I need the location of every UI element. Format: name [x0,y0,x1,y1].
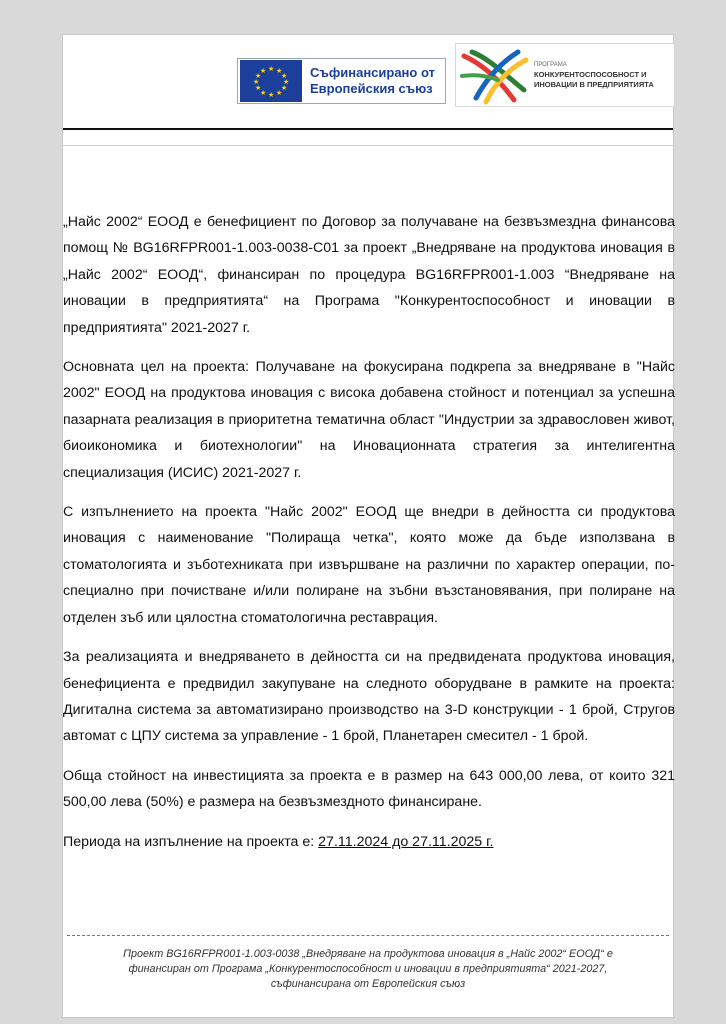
eu-flag-icon: ★ ★ ★ ★ ★ ★ ★ ★ ★ ★ ★ ★ [240,60,302,102]
header-divider [63,128,673,130]
footer-divider [67,935,669,936]
header-divider-light [63,145,673,146]
footer-line-3: съфинансирана от Европейския съюз [270,978,466,990]
program-emblem-icon [458,46,532,106]
paragraph-implementation: С изпълнението на проекта "Найс 2002" ЕООД ще внедри в дейността си продуктова иновация с наименование "Полираща четка", която може да бъде използвана в стоматологията и зъботехниката при извършване на различни по характер операции, по-специално при почистване и/или полиране на зъбни възстановявания, при полиране на отделен зъб или цялостна стоматологична реставрация. [63,504,675,626]
eu-cofunded-logo [237,58,446,104]
program-name-line1: КОНКУРЕНТОСПОСОБНОСТ И [534,70,647,79]
program-name-line2: ИНОВАЦИИ В ПРЕДПРИЯТИЯТА [534,80,654,89]
paragraph-beneficiary: „Найс 2002“ ЕООД е бенефициент по Договор за получаване на безвъзмездна финансова помощ № BG16RFPR001-1.003-0038-C01 за проект „Внедряване на продуктова иновация в „Найс 2002“ ЕООД“, финансиран по процедура BG16RFPR001-1.003 “Внедряване на иновации в предприятията“ на Програма "Конкурентоспособност и иновации в предприятията" 2021-2027 г. [63,214,675,336]
period-dates: 27.11.2024 до 27.11.2025 г. [318,833,494,850]
period-label: Периода на изпълнение на проекта е: [63,833,319,850]
document-body [63,209,675,868]
eu-logo-line1: Съфинансирано от [310,65,435,80]
program-label: ПРОГРАМА [534,62,567,68]
paragraph-investment-value: Обща стойност на инвестицията за проекта е в размер на 643 000,00 лева, от които 321 500,00 лева (50%) е размера на безвъзмездното финансиране. [63,767,675,811]
footer-line-2: финансиран от Програма „Конкурентоспособност и иновации в предприятията“ 2021-2027, [128,963,608,975]
eu-logo-line2: Европейския съюз [310,81,433,96]
footer-line-1: Проект BG16RFPR001-1.003-0038 „Внедряване на продуктова иновация в „Найс 2002“ ЕООД“ е [123,948,613,960]
paragraph-equipment: За реализацията и внедряването в дейността си на предвидената продуктова иновация, бенефициента е предвидил закупуване на следното оборудване в рамките на проекта: Дигитална система за автоматизирано производство на 3-D конструкции - 1 брой, Стругов автомат с ЦПУ система за управление - 1 брой, Планетарен смесител - 1 брой. [63,649,675,745]
paragraph-main-goal: Основната цел на проекта: Получаване на фокусирана подкрепа за внедряване в "Найс 2002" ЕООД на продуктова иновация с висока добавена стойност и потенциал за успешна пазарната реализация в приоритетна тематична област "Индустрии за здравословен живот, биоикономика и биотехнологии" на Иновационната стратегия за интелигентна специализация (ИСИС) 2021-2027 г. [63,359,675,481]
page-footer [83,947,653,992]
document-page [62,34,674,1018]
program-logo [455,43,675,107]
paragraph-period [63,829,675,855]
